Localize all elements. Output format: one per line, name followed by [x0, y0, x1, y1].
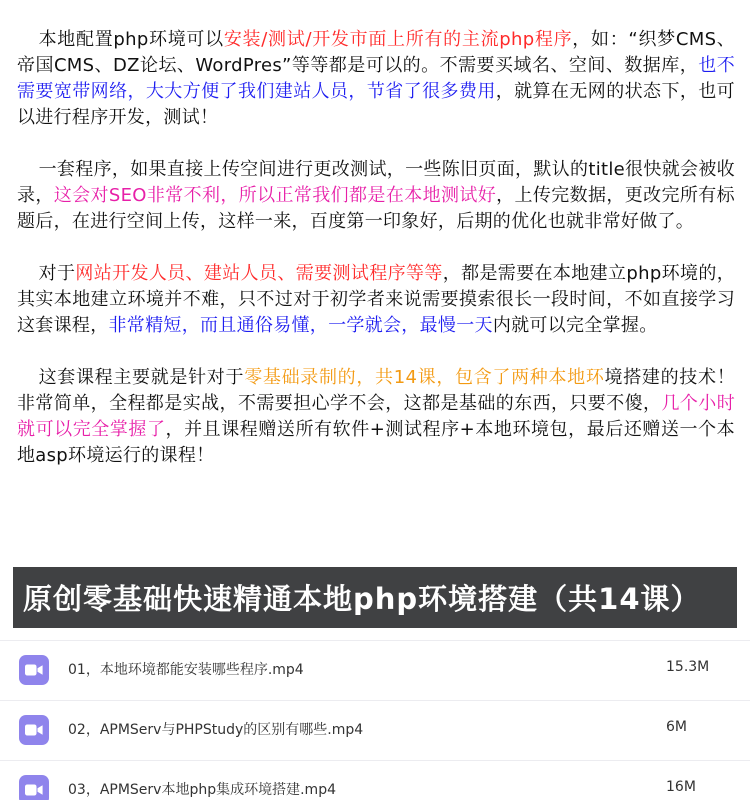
p4-text-a: 这套课程主要就是针对于: [38, 367, 245, 388]
p4-highlight-orange: 零基础录制的，共14课，包含了两种本地环: [244, 367, 605, 388]
intro-text: [17, 27, 735, 469]
video-file-icon: [19, 655, 49, 685]
course-title: 原创零基础快速精通本地php环境搭建（共14课）: [23, 582, 701, 616]
file-row-2[interactable]: [0, 700, 750, 760]
p4-highlight-magenta: 几个小时就可以完全掌握了: [17, 393, 736, 440]
paragraph-2: [17, 157, 735, 235]
video-file-icon: [19, 715, 49, 745]
file-size: 15.3M: [666, 659, 710, 675]
p4-text-e: ，并且课程赠送所有软件+测试程序+本地环境包，最后还赠送一个本地asp环境运行的课程！: [17, 419, 735, 466]
p1-highlight-red: 安装/测试/开发市面上所有的主流php程序: [223, 29, 573, 50]
p4-text-c: 境搭建的技术！非常简单，全程都是实战，不需要担心学不会，这都是基础的东西，只要不傻，: [17, 367, 735, 414]
video-file-icon: [19, 775, 49, 800]
p3-highlight-red: 网站开发人员、建站人员、需要测试程序等等: [75, 263, 443, 284]
p3-text-e: 内就可以完全掌握。: [492, 315, 658, 336]
course-title-banner: [13, 567, 737, 628]
video-camera-glyph: [25, 724, 43, 736]
file-row-1[interactable]: [0, 640, 750, 700]
p3-highlight-blue: 非常精短，而且通俗易懂，一学就会，最慢一天: [108, 315, 493, 336]
p1-text-e: ，就算在无网的状态下，也可以进行程序开发，测试！: [17, 81, 735, 128]
file-name[interactable]: 03，APMServ本地php集成环境搭建.mp4: [68, 782, 336, 798]
p2-highlight-magenta: 这会对SEO非常不利，所以正常我们都是在本地测试好: [53, 185, 497, 206]
paragraph-3: [17, 261, 735, 339]
paragraph-1: [17, 27, 735, 131]
p3-text-a: 对于: [38, 263, 76, 284]
file-name[interactable]: 01，本地环境都能安装哪些程序.mp4: [68, 662, 304, 678]
video-camera-glyph: [25, 784, 43, 796]
p2-text-a: 一套程序，如果直接上传空间进行更改测试，一些陈旧页面，默认的title很快就会被收录，: [17, 159, 735, 206]
file-row-3[interactable]: [0, 760, 750, 800]
file-name[interactable]: 02，APMServ与PHPStudy的区别有哪些.mp4: [68, 722, 364, 738]
p2-text-c: ，上传完数据，更改完所有标题后，在进行空间上传，这样一来，百度第一印象好，后期的优化也就非常好做了。: [17, 185, 735, 232]
file-list: [0, 640, 750, 800]
video-camera-glyph: [25, 664, 43, 676]
file-size: 6M: [666, 719, 687, 735]
p1-highlight-blue: 也不需要宽带网络，大大方便了我们建站人员，节省了很多费用: [17, 55, 735, 102]
p1-text-c: ，如：“织梦CMS、帝国CMS、DZ论坛、WordPres”等等都是可以的。不需要买域名、空间、数据库，: [17, 29, 736, 76]
file-size: 16M: [666, 779, 696, 795]
paragraph-4: [17, 365, 735, 469]
p1-text-a: 本地配置php环境可以: [38, 29, 224, 50]
p3-text-c: ，都是需要在本地建立php环境的，其实本地建立环境并不难，只不过对于初学者来说需要摸索很长一段时间，不如直接学习这套课程，: [17, 263, 736, 336]
